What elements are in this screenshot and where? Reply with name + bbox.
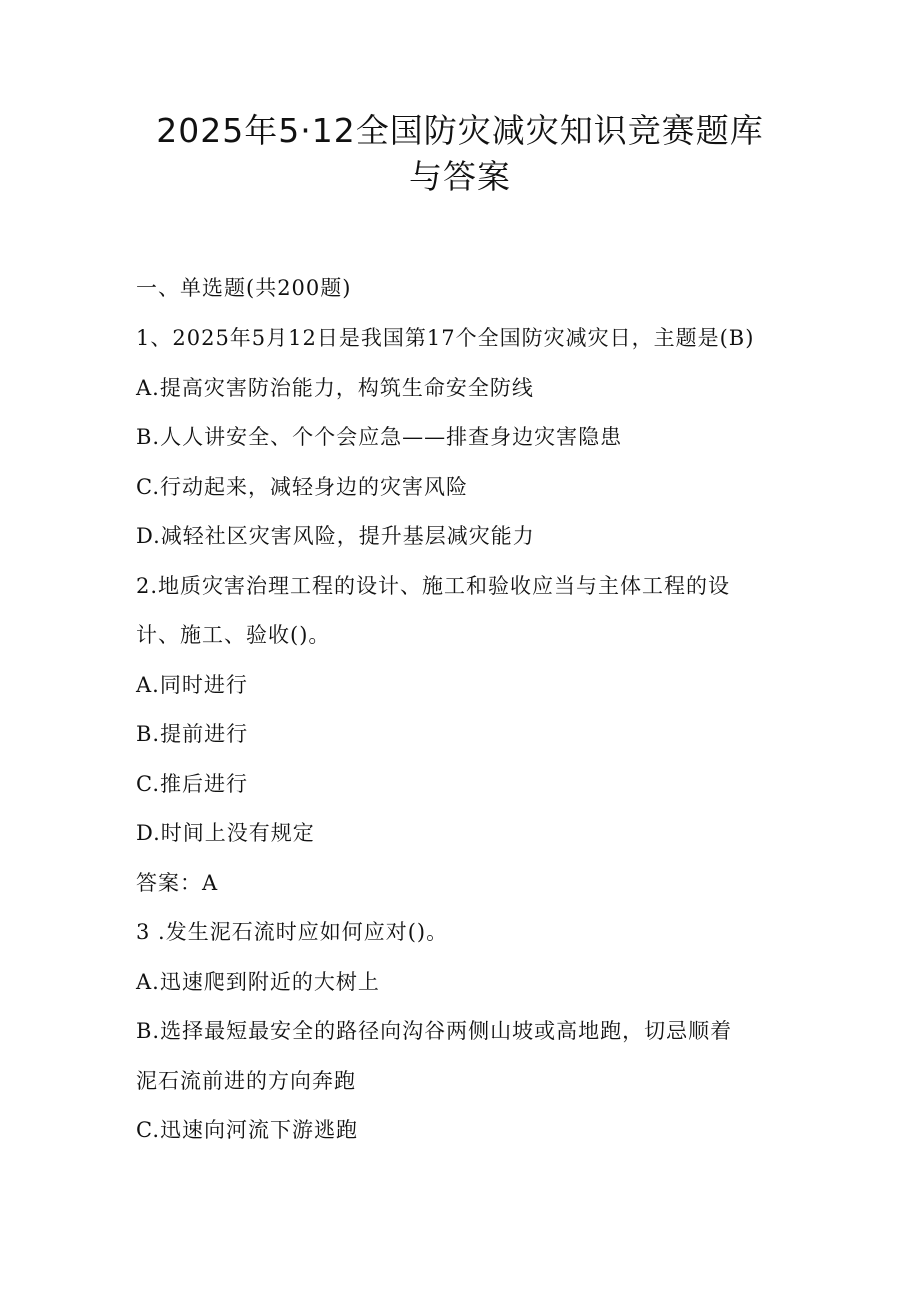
question-2-answer: 答案：A (136, 871, 219, 895)
section-heading: 一、单选题(共200题) (136, 276, 352, 300)
question-1-stem: 1、2025年5月12日是我国第17个全国防灾减灾日，主题是(B) (136, 326, 755, 350)
question-2-option-a: A.同时进行 (136, 673, 248, 697)
question-1-option-c: C.行动起来，减轻身边的灾害风险 (136, 475, 468, 499)
title-line-1: 2025年5·12全国防灾减灾知识竞赛题库 (156, 111, 764, 150)
question-3-stem: 3 .发生泥石流时应如何应对()。 (136, 920, 449, 944)
question-2-stem-line-1: 2.地质灾害治理工程的设计、施工和验收应当与主体工程的设 (136, 574, 731, 598)
question-2-option-b: B.提前进行 (136, 722, 249, 746)
question-1-option-d: D.减轻社区灾害风险，提升基层减灾能力 (136, 524, 535, 548)
question-2-option-c: C.推后进行 (136, 772, 248, 796)
question-3-option-b-line-1: B.选择最短最安全的路径向沟谷两侧山坡或高地跑，切忌顺着 (136, 1019, 733, 1043)
question-3-option-a: A.迅速爬到附近的大树上 (136, 970, 380, 994)
question-1-option-a: A.提高灾害防治能力，构筑生命安全防线 (136, 376, 534, 400)
question-1-option-b: B.人人讲安全、个个会应急——排查身边灾害隐患 (136, 425, 623, 449)
question-3-option-c: C.迅速向河流下游逃跑 (136, 1118, 358, 1142)
question-3-option-b-line-2: 泥石流前进的方向奔跑 (136, 1069, 356, 1093)
question-2-stem-line-2: 计、施工、验收()。 (136, 623, 331, 647)
question-2-option-d: D.时间上没有规定 (136, 821, 315, 845)
title-line-2: 与答案 (409, 157, 511, 196)
document-title (0, 108, 920, 200)
